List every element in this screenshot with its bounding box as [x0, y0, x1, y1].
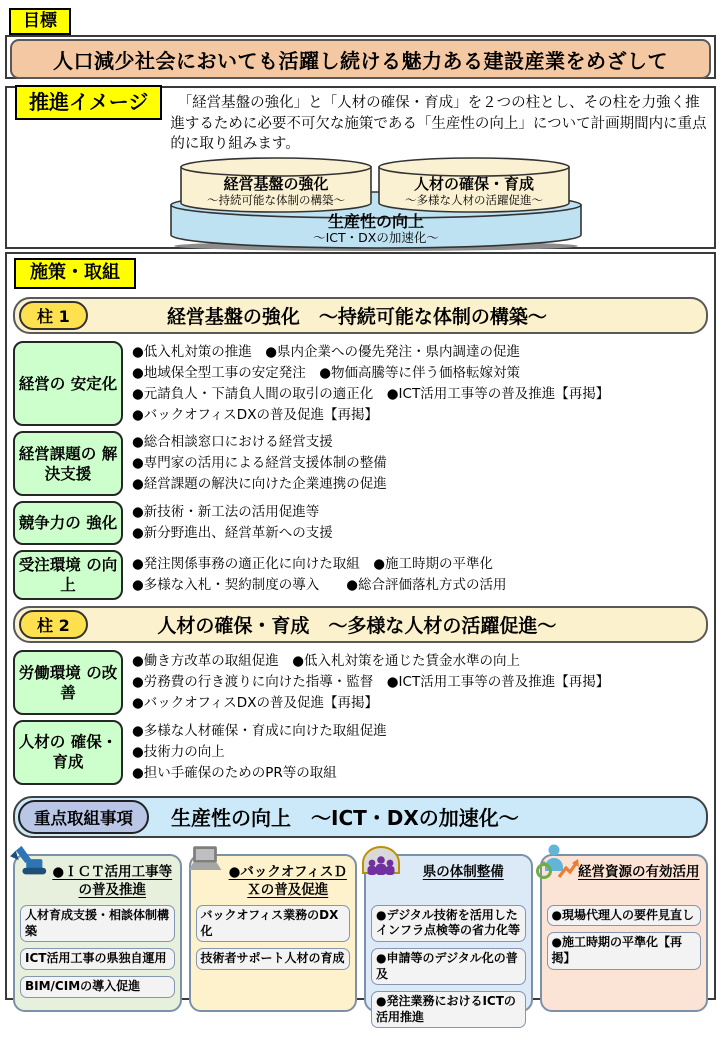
bullet-line: ●バックオフィスDXの普及促進【再掲】	[132, 406, 378, 423]
card-title: 県の体制整備	[422, 863, 504, 880]
bullet-line: ●経営課題の解決に向けた企業連携の促進	[132, 476, 387, 493]
excavator-icon	[8, 843, 54, 885]
bullet-line: ●低入札対策の推進 ●県内企業への優先発注・県内調達の促進	[132, 343, 521, 360]
promotion-section-label: 推進イメージ	[15, 85, 162, 120]
bullet-line: ●専門家の活用による経営支援体制の整備	[132, 455, 387, 472]
pillar2-badge: 柱 2	[19, 610, 88, 639]
base-cylinder-title: 生産性の向上	[327, 212, 425, 232]
promotion-description: 「経営基盤の強化」と「人材の確保・育成」を２つの柱とし、その柱を力強く推進するために必要不可欠な施策である「生産性の向上」について計画期間内に重点的に取り組みます。	[170, 95, 707, 152]
card-item: ●発注業務におけるICTの活用推進	[371, 991, 526, 1028]
priority-bar	[13, 796, 708, 838]
card-item: ●デジタル技術を活用したインフラ点検等の省力化等	[371, 905, 526, 942]
pillar1-badge: 柱 1	[19, 301, 88, 330]
base-cylinder-subtitle: ～ICT・DXの加速化～	[313, 230, 439, 246]
bullet-line: ●担い手確保のためのPR等の取組	[132, 764, 337, 781]
row-bullets	[123, 431, 708, 496]
person-recycle-icon	[535, 843, 581, 887]
measure-row	[13, 341, 708, 427]
priority-badge: 重点取組事項	[18, 800, 149, 834]
card-ict-construction	[13, 854, 182, 1012]
bullet-line: ●働き方改革の取組促進 ●低入札対策を通じた賃金水準の向上	[132, 653, 521, 670]
right-cylinder-subtitle: ～多様な人材の活躍促進～	[405, 193, 543, 208]
card-item: バックオフィス業務のDX化	[196, 905, 351, 942]
card-item: ICT活用工事の県独自運用	[20, 948, 175, 970]
left-cylinder-title: 経営基盤の強化	[223, 175, 329, 194]
pillar1-title: 経営基盤の強化 ～持続可能な体制の構築～	[166, 305, 547, 328]
row-bullets	[123, 553, 708, 597]
row-bullets	[123, 341, 708, 427]
priority-cards	[13, 854, 708, 1024]
right-cylinder-title: 人材の確保・育成	[413, 175, 535, 194]
card-backoffice-dx	[189, 854, 358, 1012]
bullet-line: ●バックオフィスDXの普及促進【再掲】	[132, 695, 378, 712]
pillar-cylinder-diagram	[161, 155, 708, 256]
measure-row	[13, 501, 708, 545]
goal-section-label: 目標	[9, 8, 71, 35]
goal-box	[5, 35, 716, 79]
promotion-box	[5, 86, 716, 249]
card-item: BIM/CIMの導入促進	[20, 976, 175, 998]
row-label-management-stability: 経営の 安定化	[13, 341, 123, 427]
card-title: ●ＩＣＴ活用工事等の普及推進	[52, 863, 173, 899]
card-item: ●現場代理人の要件見直し	[547, 905, 702, 927]
pillar2-bar	[13, 606, 708, 643]
priority-title: 生産性の向上 ～ICT・DXの加速化～	[171, 806, 519, 831]
measure-row	[13, 431, 708, 496]
goal-statement: 人口減少社会においても活躍し続ける魅力ある建設産業をめざして	[10, 39, 711, 79]
bullet-line: ●多様な人材確保・育成に向けた取組促進	[132, 723, 387, 740]
row-label-hr-development: 人材の 確保・育成	[13, 720, 123, 785]
row-label-problem-solving: 経営課題の 解決支援	[13, 431, 123, 496]
bullet-line: ●新技術・新工法の活用促進等	[132, 504, 320, 521]
card-management-resources	[540, 854, 709, 1012]
bullet-line: ●多様な入札・契約制度の導入 ●総合評価落札方式の活用	[132, 577, 507, 594]
measures-section-label: 施策・取組	[14, 258, 136, 289]
measures-box	[5, 252, 716, 1024]
measure-row	[13, 550, 708, 600]
bullet-line: ●元請負人・下請負人間の取引の適正化 ●ICT活用工事等の普及推進【再掲】	[132, 385, 610, 402]
row-bullets	[123, 720, 708, 785]
cylinder-diagram-svg	[161, 155, 591, 252]
bullet-line: ●技術力の向上	[132, 744, 225, 761]
right-cylinder-top	[379, 158, 569, 176]
pillar2-title: 人材の確保・育成 ～多様な人材の活躍促進～	[157, 615, 557, 638]
bullet-line: ●地域保全型工事の安定発注 ●物価高騰等に伴う価格転嫁対策	[132, 364, 521, 381]
row-bullets	[123, 501, 708, 545]
row-label-competitiveness: 競争力の 強化	[13, 501, 123, 545]
bullet-line: ●新分野進出、経営革新への支援	[132, 525, 333, 542]
left-cylinder-subtitle: ～持続可能な体制の構築～	[207, 193, 345, 208]
card-item: ●施工時期の平準化【再掲】	[547, 932, 702, 969]
measure-row	[13, 720, 708, 785]
laptop-icon	[184, 843, 226, 881]
card-title: 経営資源の有効活用	[578, 863, 700, 880]
row-label-order-environment: 受注環境 の向上	[13, 550, 123, 600]
left-cylinder-top	[181, 158, 371, 176]
bullet-line: ●発注関係事務の適正化に向けた取組 ●施工時期の平準化	[132, 556, 494, 573]
card-prefecture-system	[364, 854, 533, 1024]
card-item: 人材育成支援・相談体制構築	[20, 905, 175, 942]
row-bullets	[123, 650, 708, 715]
row-label-work-environment: 労働環境 の改善	[13, 650, 123, 715]
card-item: ●申請等のデジタル化の普及	[371, 948, 526, 985]
bullet-line: ●労務費の行き渡りに向けた指導・監督 ●ICT活用工事等の普及推進【再掲】	[132, 674, 610, 691]
pillar1-bar	[13, 297, 708, 334]
government-building-icon	[359, 843, 403, 885]
measure-row	[13, 650, 708, 715]
card-title: ●バックオフィスＤＸの普及促進	[228, 863, 347, 899]
bullet-line: ●総合相談窓口における経営支援	[132, 434, 333, 451]
card-item: 技術者サポート人材の育成	[196, 948, 351, 970]
